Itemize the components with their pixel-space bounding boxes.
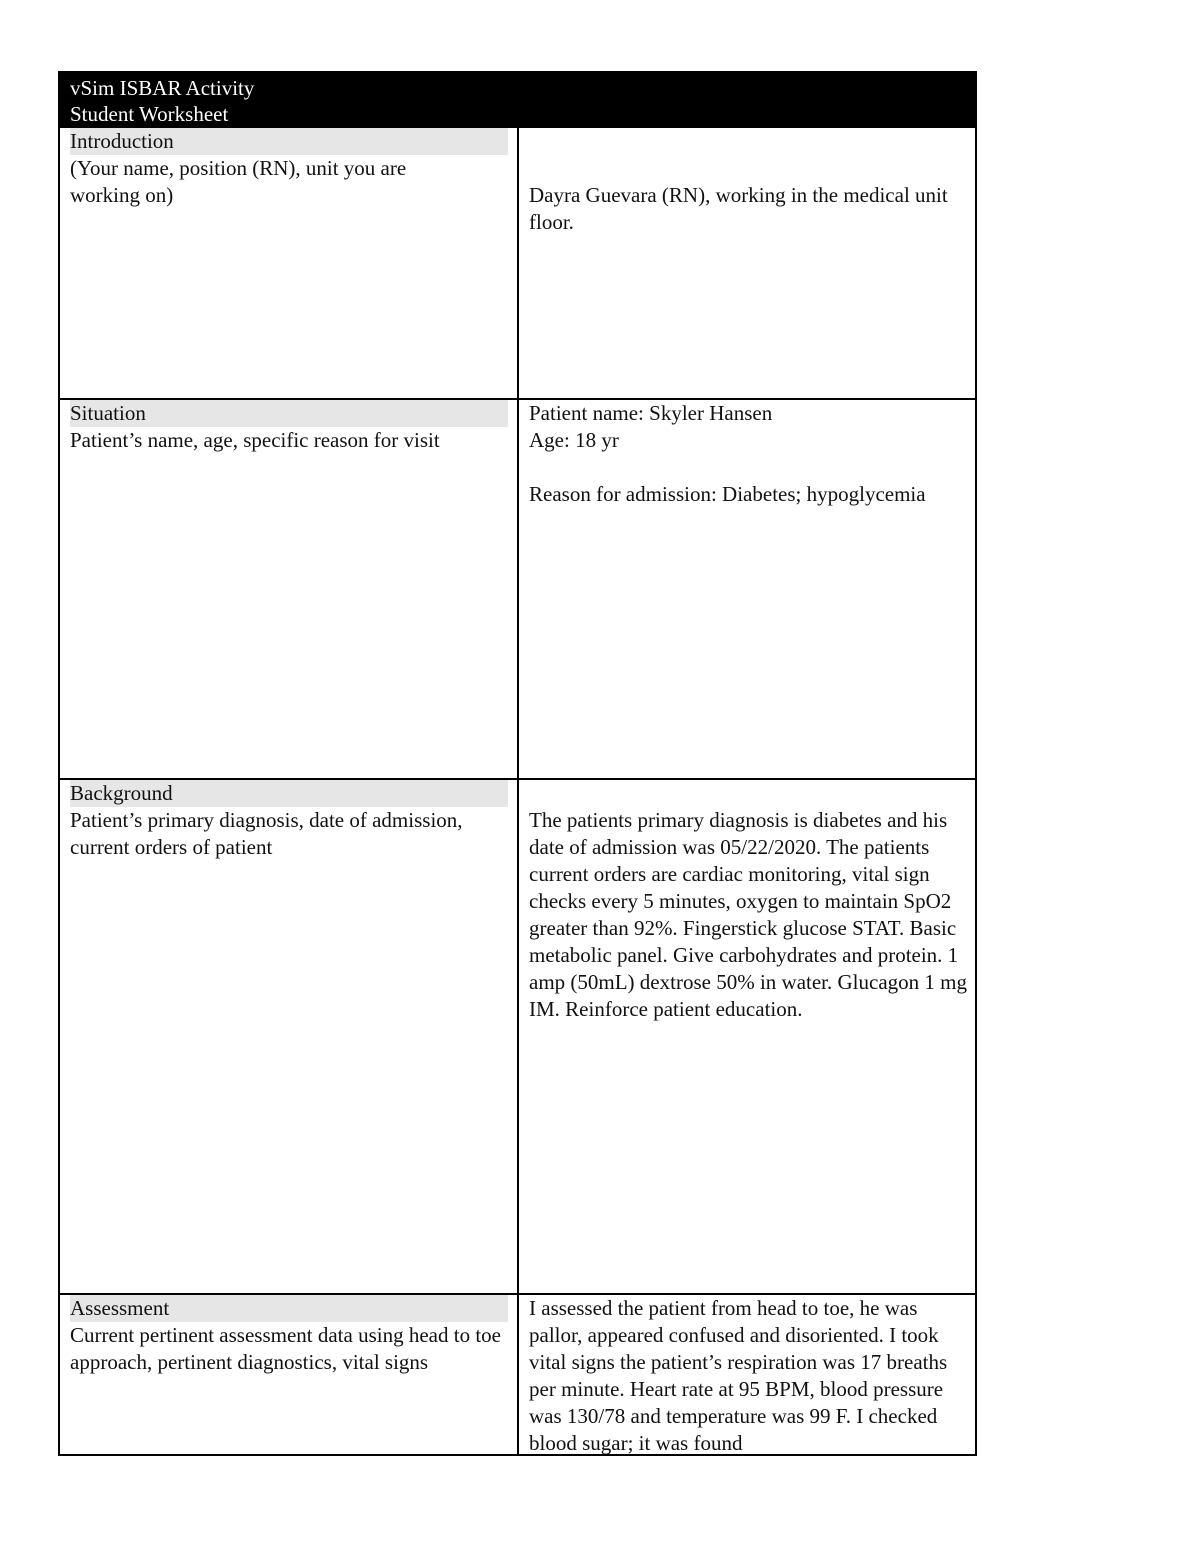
introduction-prompt-line2: working on) [70,183,174,207]
situation-prompt: Patient’s name, age, specific reason for visit [70,428,440,452]
worksheet-header [60,73,975,128]
situation-prompt-cell [60,400,517,778]
introduction-label: Introduction [70,128,508,155]
background-answer: The patients primary diagnosis is diabetes and his date of admission was 05/22/2020. The patients current orders are cardiac monitoring, vital sign checks every 5 minutes, oxygen to maintain SpO2 greater than 92%. Fingerstick glucose STAT. Basic metabolic panel. Give carbohydrates and protein. 1 amp (50mL) dextrose 50% in water. Glucagon 1 mg IM. Reinforce patient education. [529,808,967,1021]
introduction-prompt-cell [60,128,517,398]
assessment-answer-cell [519,1295,977,1456]
introduction-answer: Dayra Guevara (RN), working in the medical unit floor. [529,183,948,234]
introduction-answer-cell [519,128,977,398]
isbar-worksheet-table [58,71,977,1456]
worksheet-subtitle: Student Worksheet [70,102,229,126]
background-prompt: Patient’s primary diagnosis, date of admission, current orders of patient [70,808,463,859]
introduction-prompt-line1: (Your name, position (RN), unit you are [70,156,407,180]
situation-patient-age: Age: 18 yr [529,428,619,452]
assessment-prompt-cell [60,1295,517,1456]
background-label: Background [70,780,508,807]
assessment-prompt: Current pertinent assessment data using head to toe approach, pertinent diagnostics, vital signs [70,1323,501,1374]
assessment-label: Assessment [70,1295,508,1322]
worksheet-title: vSim ISBAR Activity [70,76,255,100]
background-answer-cell [519,780,977,1293]
situation-answer-cell [519,400,977,778]
assessment-answer: I assessed the patient from head to toe, he was pallor, appeared confused and disoriented. I took vital signs the patient’s respiration was 17 breaths per minute. Heart rate at 95 BPM, blood pressure was 130/78 and temperature was 99 F. I checked blood sugar; it was found [529,1296,948,1455]
background-prompt-cell [60,780,517,1293]
situation-spacer [529,454,969,481]
situation-label: Situation [70,400,508,427]
situation-reason: Reason for admission: Diabetes; hypoglycemia [529,482,926,506]
situation-patient-name: Patient name: Skyler Hansen [529,401,773,425]
